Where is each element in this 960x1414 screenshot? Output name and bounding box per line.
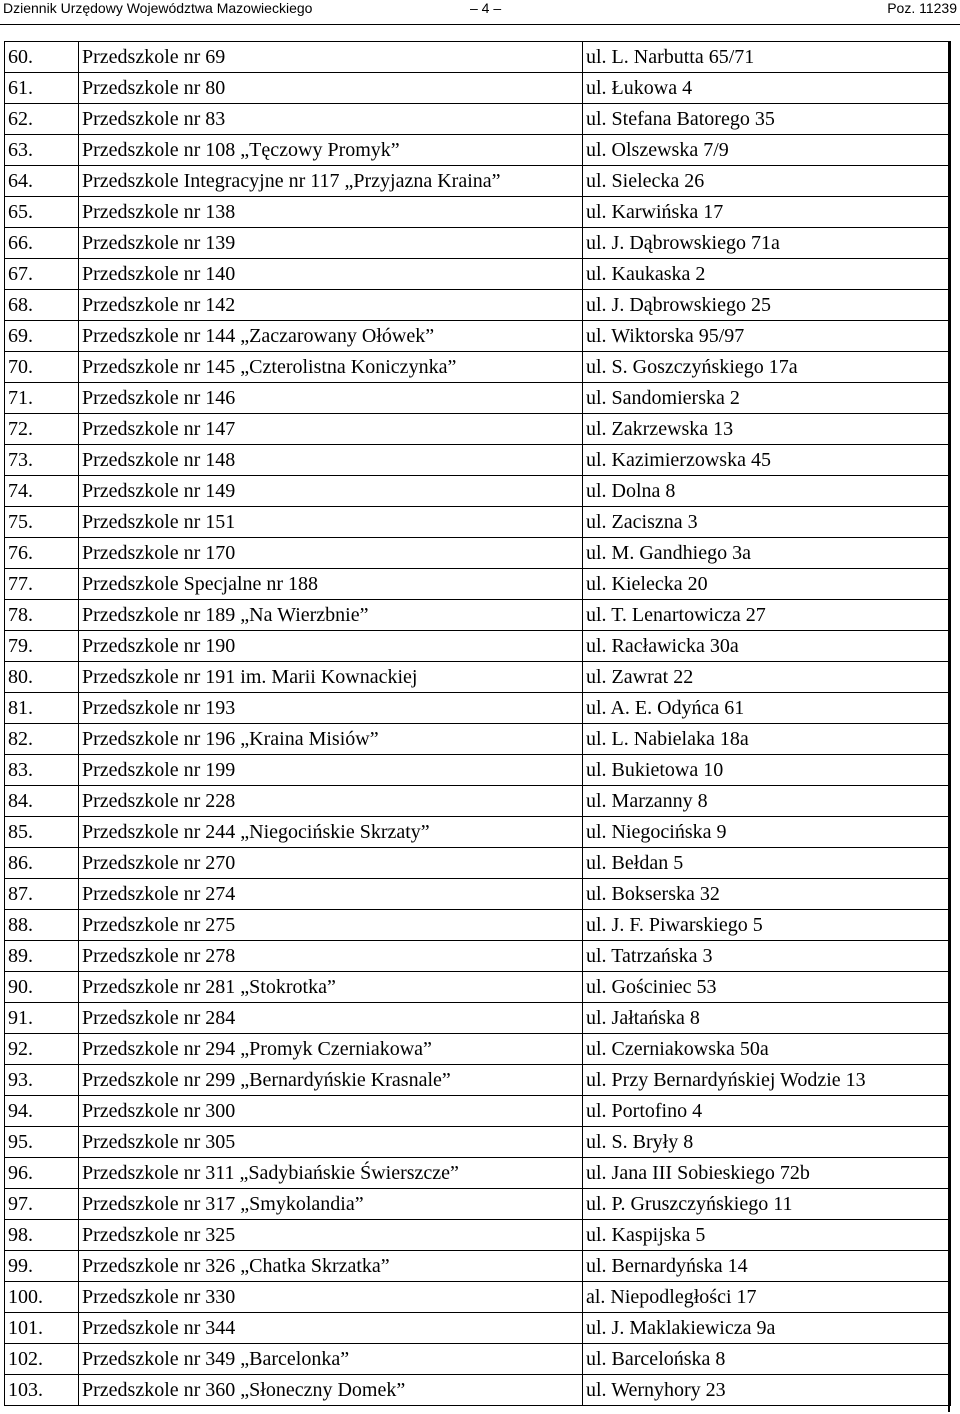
- row-number: 77.: [5, 569, 79, 600]
- kindergarten-name: Przedszkole nr 83: [79, 104, 583, 135]
- table-row: [5, 1065, 951, 1096]
- kindergarten-name: Przedszkole nr 190: [79, 631, 583, 662]
- kindergarten-address: ul. Kazimierzowska 45: [583, 445, 951, 476]
- row-number: 70.: [5, 352, 79, 383]
- row-number: 74.: [5, 476, 79, 507]
- table-row: [5, 941, 951, 972]
- table-row: [5, 507, 951, 538]
- kindergarten-address: ul. Wiktorska 95/97: [583, 321, 951, 352]
- kindergarten-address: ul. Jana III Sobieskiego 72b: [583, 1158, 951, 1189]
- kindergarten-address: ul. Zaciszna 3: [583, 507, 951, 538]
- kindergarten-address: ul. Kielecka 20: [583, 569, 951, 600]
- kindergarten-address: ul. Kaukaska 2: [583, 259, 951, 290]
- table-row: [5, 1158, 951, 1189]
- kindergarten-address: ul. Sandomierska 2: [583, 383, 951, 414]
- kindergarten-address: ul. Wernyhory 23: [583, 1375, 951, 1406]
- kindergarten-name: Przedszkole nr 139: [79, 228, 583, 259]
- kindergarten-name: Przedszkole nr 330: [79, 1282, 583, 1313]
- row-number: 82.: [5, 724, 79, 755]
- table-row: [5, 228, 951, 259]
- kindergarten-name: Przedszkole nr 360 „Słoneczny Domek”: [79, 1375, 583, 1406]
- row-number: 83.: [5, 755, 79, 786]
- kindergarten-address: ul. Czerniakowska 50a: [583, 1034, 951, 1065]
- table-row: [5, 879, 951, 910]
- kindergarten-address: ul. Racławicka 30a: [583, 631, 951, 662]
- kindergarten-name: Przedszkole nr 80: [79, 73, 583, 104]
- kindergarten-address: ul. L. Nabielaka 18a: [583, 724, 951, 755]
- row-number: 99.: [5, 1251, 79, 1282]
- row-number: 72.: [5, 414, 79, 445]
- row-number: 96.: [5, 1158, 79, 1189]
- row-number: 73.: [5, 445, 79, 476]
- kindergarten-name: Przedszkole nr 196 „Kraina Misiów”: [79, 724, 583, 755]
- kindergarten-address: ul. Olszewska 7/9: [583, 135, 951, 166]
- row-number: 65.: [5, 197, 79, 228]
- position-number: Poz. 11239: [887, 0, 957, 16]
- table-row: [5, 631, 951, 662]
- row-number: 87.: [5, 879, 79, 910]
- kindergarten-name: Przedszkole nr 151: [79, 507, 583, 538]
- kindergarten-name: Przedszkole nr 146: [79, 383, 583, 414]
- kindergarten-name: Przedszkole nr 145 „Czterolistna Koniczynka”: [79, 352, 583, 383]
- table-row: [5, 197, 951, 228]
- table-row: [5, 817, 951, 848]
- table-row: [5, 1220, 951, 1251]
- kindergarten-address: ul. Portofino 4: [583, 1096, 951, 1127]
- row-number: 98.: [5, 1220, 79, 1251]
- kindergarten-name: Przedszkole nr 244 „Niegocińskie Skrzaty”: [79, 817, 583, 848]
- kindergarten-address: ul. Tatrzańska 3: [583, 941, 951, 972]
- kindergarten-name: Przedszkole nr 170: [79, 538, 583, 569]
- table-row: [5, 724, 951, 755]
- kindergarten-name: Przedszkole nr 144 „Zaczarowany Ołówek”: [79, 321, 583, 352]
- table-row: [5, 1282, 951, 1313]
- row-number: 62.: [5, 104, 79, 135]
- row-number: 103.: [5, 1375, 79, 1406]
- row-number: 88.: [5, 910, 79, 941]
- table-row: [5, 1189, 951, 1220]
- row-number: 102.: [5, 1344, 79, 1375]
- kindergarten-address: ul. T. Lenartowicza 27: [583, 600, 951, 631]
- kindergarten-name: Przedszkole nr 281 „Stokrotka”: [79, 972, 583, 1003]
- table-row: [5, 755, 951, 786]
- table-row: [5, 445, 951, 476]
- row-number: 91.: [5, 1003, 79, 1034]
- table-row: [5, 786, 951, 817]
- kindergarten-name: Przedszkole nr 148: [79, 445, 583, 476]
- kindergarten-name: Przedszkole nr 138: [79, 197, 583, 228]
- row-number: 94.: [5, 1096, 79, 1127]
- table-row: [5, 290, 951, 321]
- table-row: [5, 848, 951, 879]
- row-number: 69.: [5, 321, 79, 352]
- row-number: 79.: [5, 631, 79, 662]
- kindergarten-name: Przedszkole nr 284: [79, 1003, 583, 1034]
- table-row: [5, 42, 951, 73]
- row-number: 95.: [5, 1127, 79, 1158]
- row-number: 63.: [5, 135, 79, 166]
- row-number: 81.: [5, 693, 79, 724]
- row-number: 85.: [5, 817, 79, 848]
- kindergarten-address: ul. J. Maklakiewicza 9a: [583, 1313, 951, 1344]
- kindergarten-name: Przedszkole nr 228: [79, 786, 583, 817]
- table-row: [5, 383, 951, 414]
- table-row: [5, 693, 951, 724]
- kindergarten-address: ul. Barcelońska 8: [583, 1344, 951, 1375]
- table-row: [5, 1034, 951, 1065]
- kindergarten-name: Przedszkole Specjalne nr 188: [79, 569, 583, 600]
- kindergarten-address: ul. Zakrzewska 13: [583, 414, 951, 445]
- table-row: [5, 538, 951, 569]
- table-row: [5, 414, 951, 445]
- kindergarten-name: Przedszkole nr 300: [79, 1096, 583, 1127]
- table-body: [5, 42, 951, 1406]
- kindergarten-name: Przedszkole nr 317 „Smykolandia”: [79, 1189, 583, 1220]
- kindergarten-address: al. Niepodległości 17: [583, 1282, 951, 1313]
- row-number: 89.: [5, 941, 79, 972]
- kindergarten-name: Przedszkole nr 142: [79, 290, 583, 321]
- kindergarten-address: ul. Dolna 8: [583, 476, 951, 507]
- row-number: 84.: [5, 786, 79, 817]
- table-row: [5, 910, 951, 941]
- kindergarten-address: ul. Zawrat 22: [583, 662, 951, 693]
- kindergarten-name: Przedszkole nr 191 im. Marii Kownackiej: [79, 662, 583, 693]
- table-row: [5, 600, 951, 631]
- row-number: 71.: [5, 383, 79, 414]
- table-row: [5, 972, 951, 1003]
- kindergarten-address: ul. Marzanny 8: [583, 786, 951, 817]
- row-number: 90.: [5, 972, 79, 1003]
- table-row: [5, 166, 951, 197]
- kindergarten-name: Przedszkole Integracyjne nr 117 „Przyjazna Kraina”: [79, 166, 583, 197]
- kindergarten-name: Przedszkole nr 274: [79, 879, 583, 910]
- row-number: 93.: [5, 1065, 79, 1096]
- kindergarten-address: ul. Bukietowa 10: [583, 755, 951, 786]
- kindergarten-address: ul. Łukowa 4: [583, 73, 951, 104]
- table-row: [5, 1375, 951, 1406]
- table-row: [5, 1344, 951, 1375]
- kindergarten-address: ul. S. Goszczyńskiego 17a: [583, 352, 951, 383]
- row-number: 78.: [5, 600, 79, 631]
- row-number: 76.: [5, 538, 79, 569]
- kindergarten-address: ul. J. F. Piwarskiego 5: [583, 910, 951, 941]
- kindergarten-name: Przedszkole nr 270: [79, 848, 583, 879]
- table-row: [5, 569, 951, 600]
- table-row: [5, 1003, 951, 1034]
- kindergarten-name: Przedszkole nr 147: [79, 414, 583, 445]
- kindergarten-address: ul. M. Gandhiego 3a: [583, 538, 951, 569]
- row-number: 86.: [5, 848, 79, 879]
- kindergarten-name: Przedszkole nr 305: [79, 1127, 583, 1158]
- row-number: 100.: [5, 1282, 79, 1313]
- kindergarten-address: ul. Kaspijska 5: [583, 1220, 951, 1251]
- table-row: [5, 662, 951, 693]
- kindergarten-address: ul. Jałtańska 8: [583, 1003, 951, 1034]
- table-row: [5, 135, 951, 166]
- row-number: 66.: [5, 228, 79, 259]
- kindergarten-name: Przedszkole nr 149: [79, 476, 583, 507]
- kindergarten-address: ul. J. Dąbrowskiego 25: [583, 290, 951, 321]
- row-number: 64.: [5, 166, 79, 197]
- kindergarten-address: ul. S. Bryły 8: [583, 1127, 951, 1158]
- table-row: [5, 1251, 951, 1282]
- table-row: [5, 1127, 951, 1158]
- kindergarten-address: ul. Karwińska 17: [583, 197, 951, 228]
- table-row: [5, 259, 951, 290]
- row-number: 60.: [5, 42, 79, 73]
- kindergarten-name: Przedszkole nr 344: [79, 1313, 583, 1344]
- kindergarten-address: ul. Gościniec 53: [583, 972, 951, 1003]
- row-number: 97.: [5, 1189, 79, 1220]
- table-row: [5, 73, 951, 104]
- table-row: [5, 352, 951, 383]
- row-number: 92.: [5, 1034, 79, 1065]
- kindergarten-name: Przedszkole nr 325: [79, 1220, 583, 1251]
- kindergarten-address: ul. Stefana Batorego 35: [583, 104, 951, 135]
- row-number: 101.: [5, 1313, 79, 1344]
- kindergarten-address: ul. P. Gruszczyńskiego 11: [583, 1189, 951, 1220]
- page-number: – 4 –: [470, 0, 502, 16]
- kindergarten-address: ul. Bernardyńska 14: [583, 1251, 951, 1282]
- kindergarten-address: ul. Bełdan 5: [583, 848, 951, 879]
- row-number: 68.: [5, 290, 79, 321]
- kindergarten-name: Przedszkole nr 278: [79, 941, 583, 972]
- table-row: [5, 1096, 951, 1127]
- table-row: [5, 104, 951, 135]
- kindergarten-address: ul. Bokserska 32: [583, 879, 951, 910]
- kindergarten-name: Przedszkole nr 299 „Bernardyńskie Krasnale”: [79, 1065, 583, 1096]
- kindergarten-address: ul. Przy Bernardyńskiej Wodzie 13: [583, 1065, 951, 1096]
- table-row: [5, 321, 951, 352]
- kindergarten-address: ul. A. E. Odyńca 61: [583, 693, 951, 724]
- page-header: [0, 0, 960, 25]
- kindergarten-name: Przedszkole nr 189 „Na Wierzbnie”: [79, 600, 583, 631]
- kindergarten-table: [4, 41, 951, 1406]
- row-number: 80.: [5, 662, 79, 693]
- row-number: 75.: [5, 507, 79, 538]
- kindergarten-name: Przedszkole nr 311 „Sadybiańskie Świerszcze”: [79, 1158, 583, 1189]
- table-row: [5, 1313, 951, 1344]
- kindergarten-name: Przedszkole nr 69: [79, 42, 583, 73]
- kindergarten-name: Przedszkole nr 140: [79, 259, 583, 290]
- kindergarten-address: ul. L. Narbutta 65/71: [583, 42, 951, 73]
- row-number: 61.: [5, 73, 79, 104]
- kindergarten-address: ul. Sielecka 26: [583, 166, 951, 197]
- kindergarten-name: Przedszkole nr 275: [79, 910, 583, 941]
- kindergarten-name: Przedszkole nr 349 „Barcelonka”: [79, 1344, 583, 1375]
- kindergarten-name: Przedszkole nr 193: [79, 693, 583, 724]
- kindergarten-name: Przedszkole nr 326 „Chatka Skrzatka”: [79, 1251, 583, 1282]
- kindergarten-name: Przedszkole nr 199: [79, 755, 583, 786]
- kindergarten-name: Przedszkole nr 294 „Promyk Czerniakowa”: [79, 1034, 583, 1065]
- kindergarten-address: ul. J. Dąbrowskiego 71a: [583, 228, 951, 259]
- kindergarten-name: Przedszkole nr 108 „Tęczowy Promyk”: [79, 135, 583, 166]
- table-row: [5, 476, 951, 507]
- kindergarten-address: ul. Niegocińska 9: [583, 817, 951, 848]
- row-number: 67.: [5, 259, 79, 290]
- publication-title: Dziennik Urzędowy Województwa Mazowieckiego: [3, 0, 313, 16]
